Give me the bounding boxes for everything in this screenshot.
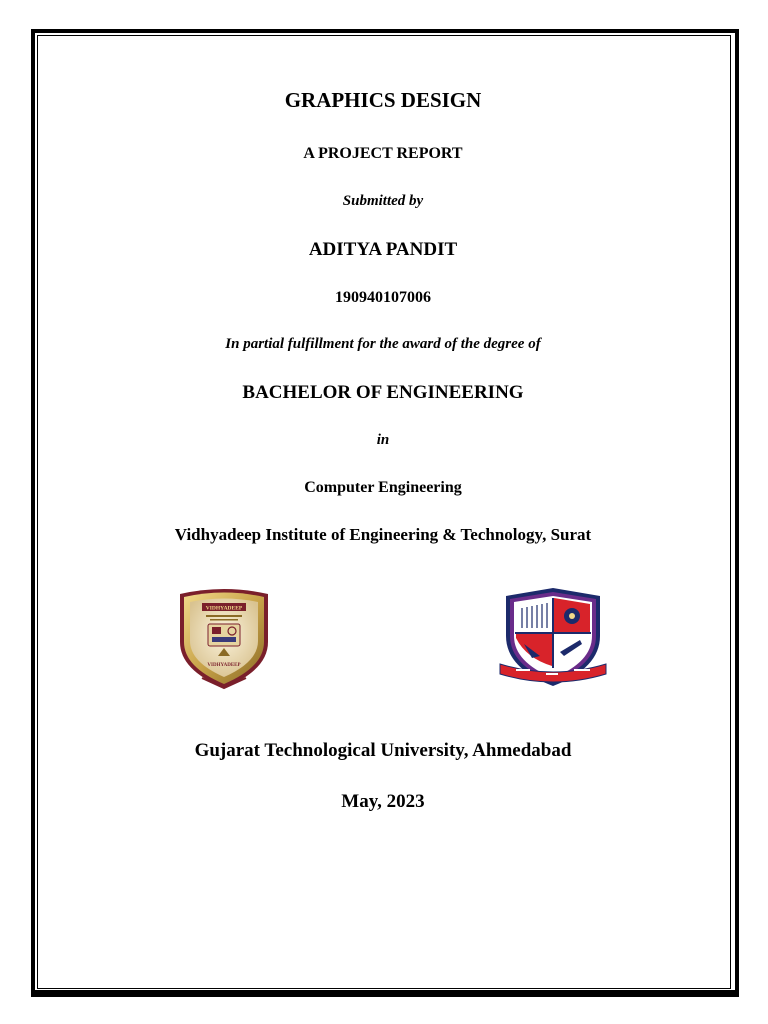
- enrollment-number: 190940107006: [335, 289, 431, 306]
- fulfillment-text: In partial fulfillment for the award of the degree of: [225, 336, 541, 352]
- svg-text:VIDHYADEEP: VIDHYADEEP: [205, 605, 243, 612]
- degree-title: BACHELOR OF ENGINEERING: [242, 382, 524, 403]
- submission-date: May, 2023: [341, 791, 425, 812]
- report-type: A PROJECT REPORT: [303, 145, 463, 162]
- in-label: in: [376, 432, 390, 448]
- page-border-inner: [37, 35, 731, 989]
- submitted-by-label: Submitted by: [342, 193, 424, 209]
- branch-name: Computer Engineering: [304, 479, 462, 496]
- institute-name: Vidhyadeep Institute of Engineering & Technology, Surat: [174, 525, 592, 544]
- bottom-rule: [31, 990, 739, 993]
- svg-text:VIDHYADEEP: VIDHYADEEP: [207, 663, 241, 668]
- university-name: Gujarat Technological University, Ahmedabad: [194, 740, 572, 761]
- document-title: GRAPHICS DESIGN: [284, 88, 482, 112]
- gtu-shield-icon: [496, 586, 610, 690]
- vidhyadeep-crest-icon: [172, 584, 276, 690]
- author-name: ADITYA PANDIT: [308, 239, 458, 260]
